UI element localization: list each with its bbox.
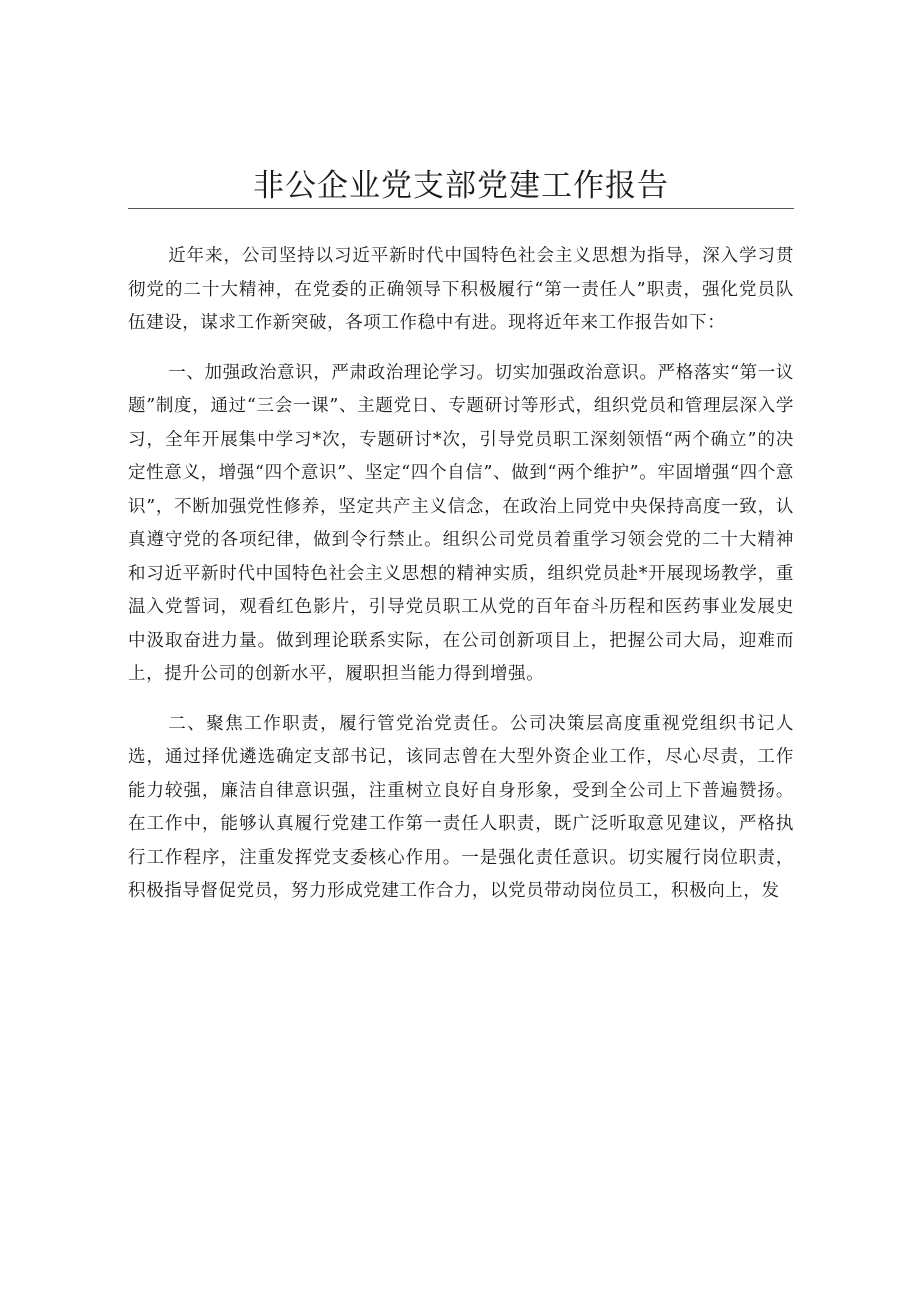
paragraph-section-2: 二、聚焦工作职责，履行管党治党责任。公司决策层高度重视党组织书记人选，通过择优遴选确定支部书记，该同志曾在大型外资企业工作，尽心尽责，工作能力较强，廉洁自律意识强，注重树立良好自身形象，受到全公司上下普遍赞扬。在工作中，能够认真履行党建工作第一责任人职责，既广泛听取意见建议，严格执行工作程序，注重发挥党支委核心作用。一是强化责任意识。切实履行岗位职责，积极指导督促党员，努力形成党建工作合力，以党员带动岗位员工，积极向上，发 xyxy=(128,713,794,901)
document-body xyxy=(128,240,794,925)
title-underline xyxy=(128,208,794,209)
paragraph-section-1: 一、加强政治意识，严肃政治理论学习。切实加强政治意识。严格落实“第一议题”制度，通过“三会一课”、主题党日、专题研讨等形式，组织党员和管理层深入学习，全年开展集中学习*次，专题研讨*次，引导党员职工深刻领悟“两个确立”的决定性意义，增强“四个意识”、坚定“四个自信”、做到“两个维护”。牢固增强“四个意识”，不断加强党性修养，坚定共产主义信念，在政治上同党中央保持高度一致，认真遵守党的各项纪律，做到令行禁止。组织公司党员着重学习领会党的二十大精神和习近平新时代中国特色社会主义思想的精神实质，组织党员赴*开展现场教学，重温入党誓词，观看红色影片，引导党员职工从党的百年奋斗历程和医药事业发展史中汲取奋进力量。做到理论联系实际，在公司创新项目上，把握公司大局，迎难而上，提升公司的创新水平，履职担当能力得到增强。 xyxy=(128,362,794,684)
paragraph-intro: 近年来，公司坚持以习近平新时代中国特色社会主义思想为指导，深入学习贯彻党的二十大精神，在党委的正确领导下积极履行“第一责任人”职责，强化党员队伍建设，谋求工作新突破，各项工作稳中有进。现将近年来工作报告如下： xyxy=(128,246,794,333)
document-title: 非公企业党支部党建工作报告 xyxy=(253,168,669,204)
